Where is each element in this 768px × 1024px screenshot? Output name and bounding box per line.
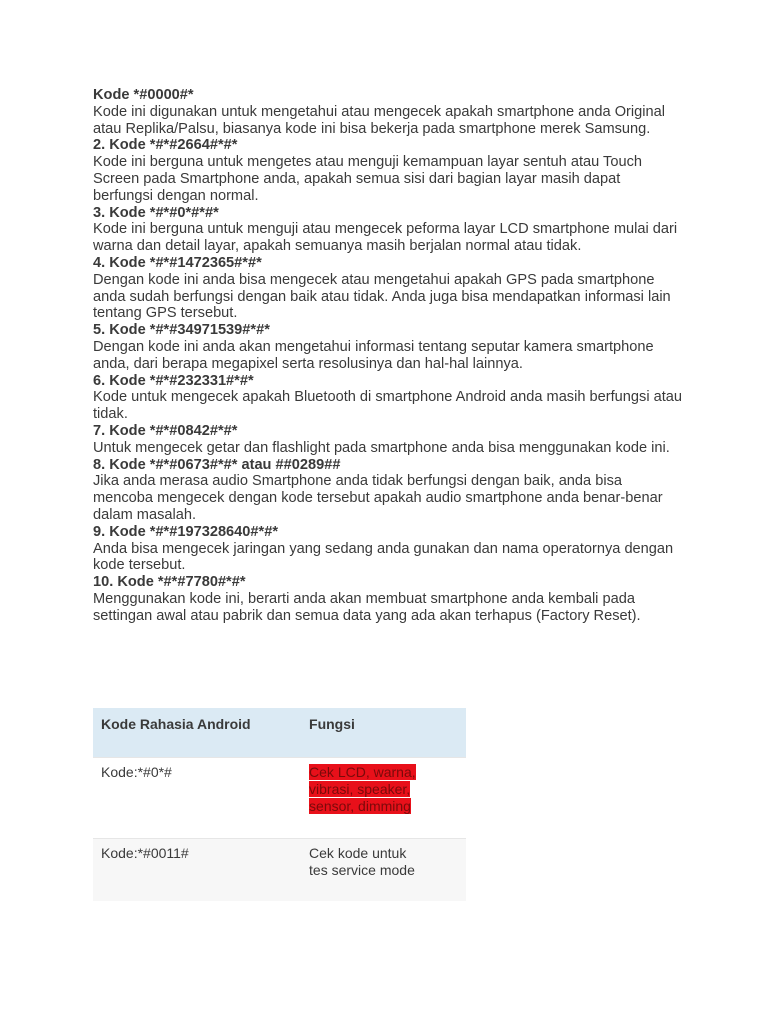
code-section xyxy=(93,457,683,524)
code-heading: 8. Kode *#*#0673#*#* atau ##0289## xyxy=(93,456,341,473)
code-section xyxy=(93,205,683,255)
code-description: Dengan kode ini anda bisa mengecek atau mengetahui apakah GPS pada smartphone anda sudah berfungsi dengan baik atau tidak. Anda juga bisa mendapatkan informasi lain tentang GPS tersebut. xyxy=(93,271,671,322)
code-heading: 5. Kode *#*#34971539#*#* xyxy=(93,322,270,339)
code-heading: 3. Kode *#*#0*#*#* xyxy=(93,204,219,221)
table-header-code: Kode Rahasia Android xyxy=(93,708,309,758)
code-description: Kode untuk mengecek apakah Bluetooth di smartphone Android anda masih berfungsi atau tidak. xyxy=(93,389,683,423)
code-description: Kode ini digunakan untuk mengetahui atau mengecek apakah smartphone anda Original atau Replika/Palsu, biasanya kode ini bisa bekerja pada smartphone merek Samsung. xyxy=(93,103,665,137)
table-row xyxy=(93,758,466,839)
code-section xyxy=(93,423,683,457)
table-row xyxy=(93,839,466,902)
code-heading: 9. Kode *#*#197328640#*#* xyxy=(93,523,278,540)
code-description: Anda bisa mengecek jaringan yang sedang anda gunakan dan nama operatornya dengan kode tersebut. xyxy=(93,540,674,574)
code-heading: 7. Kode *#*#0842#*#* xyxy=(93,422,238,439)
table-cell-function xyxy=(309,839,466,902)
code-heading: 10. Kode *#*#7780#*#* xyxy=(93,574,246,591)
code-heading: 6. Kode *#*#232331#*#* xyxy=(93,372,254,389)
code-description: Jika anda merasa audio Smartphone anda tidak berfungsi dengan baik, anda bisa mencoba mengecek dengan kode tersebut apakah audio smartphone anda benar-benar dalam masalah. xyxy=(93,473,663,523)
code-section xyxy=(93,322,683,372)
code-description: Untuk mengecek getar dan flashlight pada smartphone anda bisa menggunakan kode ini. xyxy=(93,439,670,456)
code-heading: Kode *#0000#* xyxy=(93,87,194,103)
function-text: Cek kode untuk tes service mode xyxy=(309,845,415,878)
code-section xyxy=(93,255,683,322)
table-cell-code: Kode:*#0*# xyxy=(93,758,309,839)
code-description: Kode ini berguna untuk mengetes atau menguji kemampuan layar sentuh atau Touch Screen pada Smartphone anda, apakah semua sisi dari bagian layar masih dapat berfungsi dengan normal. xyxy=(93,154,642,204)
code-section xyxy=(93,373,683,423)
table-cell-code: Kode:*#0011# xyxy=(93,839,309,902)
code-heading: 2. Kode *#*#2664#*#* xyxy=(93,137,238,154)
highlighted-function-text: Cek LCD, warna, vibrasi, speaker, sensor, dimming xyxy=(309,764,416,814)
table-header-row xyxy=(93,708,466,758)
code-heading: 4. Kode *#*#1472365#*#* xyxy=(93,254,262,271)
code-description: Dengan kode ini anda akan mengetahui informasi tentang seputar kamera smartphone anda, dari berapa megapixel serta resolusinya dan hal-hal lainnya. xyxy=(93,338,654,372)
code-section xyxy=(93,574,683,624)
code-section xyxy=(93,87,683,137)
article-body xyxy=(93,87,683,625)
table-header-function: Fungsi xyxy=(309,708,466,758)
table-cell-function xyxy=(309,758,466,839)
secret-code-table xyxy=(93,708,466,901)
code-section xyxy=(93,524,683,574)
code-section xyxy=(93,137,683,204)
code-description: Kode ini berguna untuk menguji atau mengecek peforma layar LCD smartphone mulai dari warna dan detail layar, apakah semuanya masih berjalan normal atau tidak. xyxy=(93,221,678,255)
code-description: Menggunakan kode ini, berarti anda akan membuat smartphone anda kembali pada settingan awal atau pabrik dan semua data yang ada akan terhapus (Factory Reset). xyxy=(93,590,641,624)
